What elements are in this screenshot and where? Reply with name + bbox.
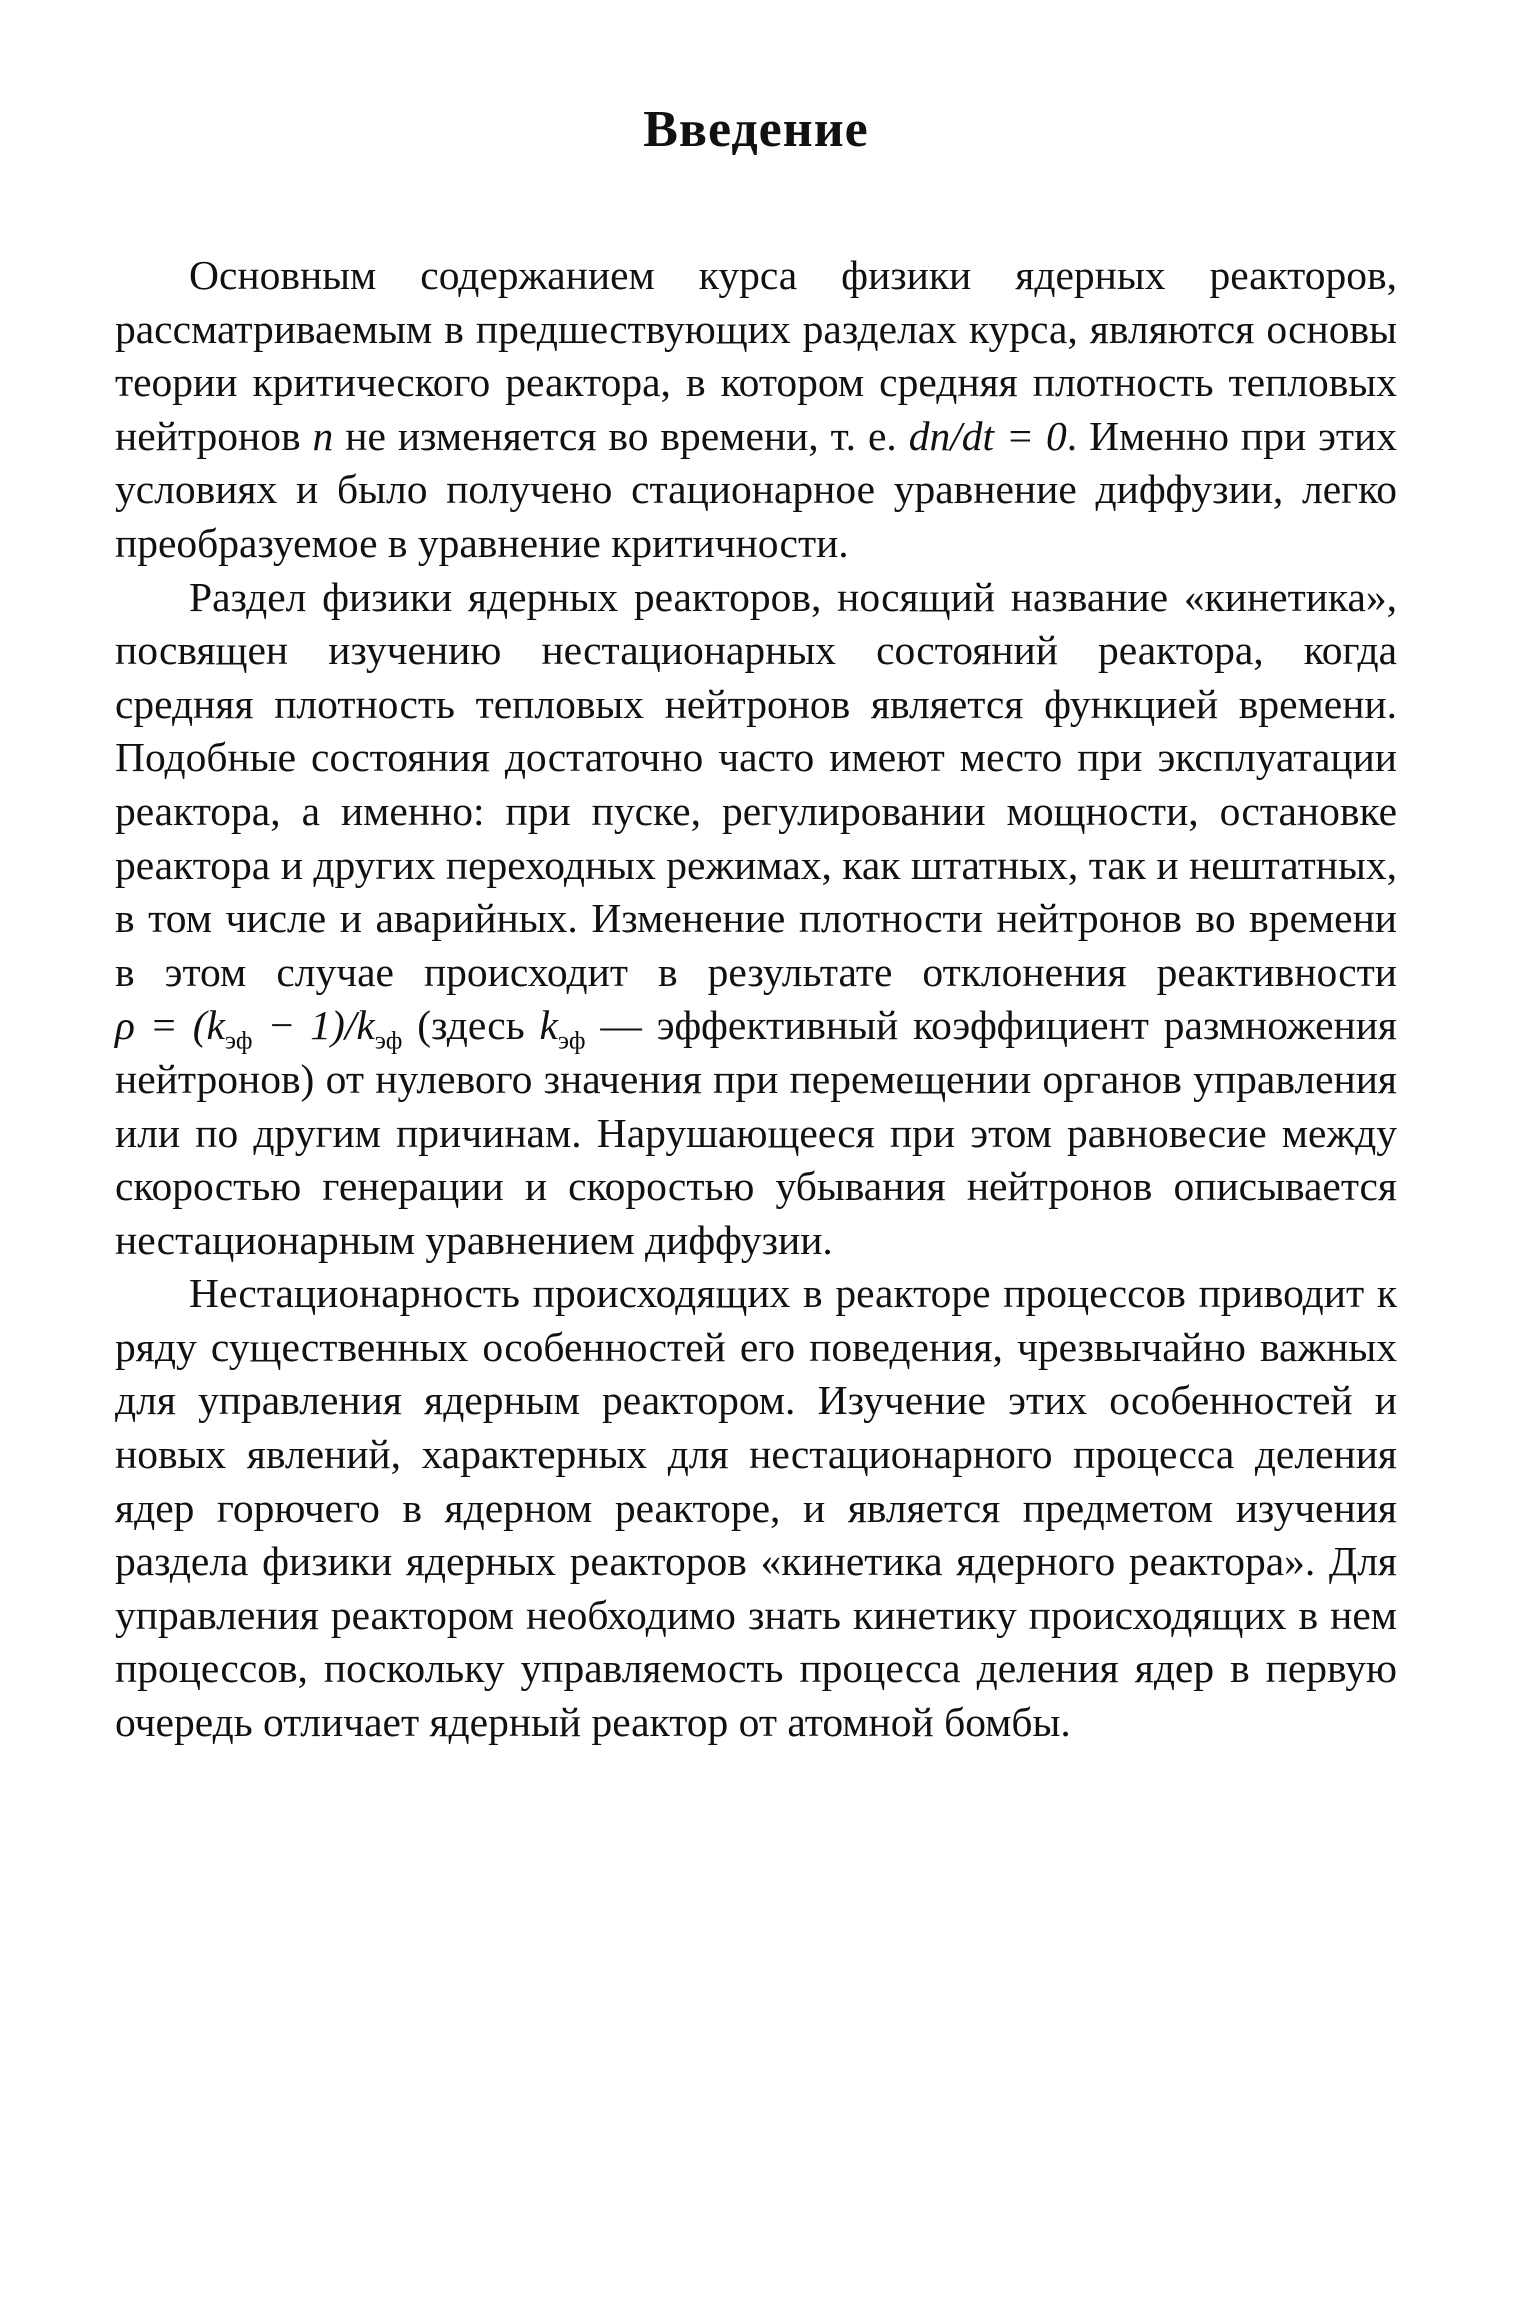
page-title: Введение	[643, 101, 869, 158]
subscript-eff: эф	[557, 1025, 586, 1055]
variable-k: k	[539, 1002, 558, 1049]
subscript-eff: эф	[224, 1025, 253, 1055]
equation-dn-dt: dn/dt = 0	[908, 412, 1067, 459]
paragraph-3: Нестационарность происходящих в реакторе процессов приводит к ряду существенных особенностей его поведения, чрезвычайно важных для управления ядерным реактором. Изучение этих особенностей и новых явлений, характерных для нестационарного процесса деления ядер горючего в ядерном реакторе, и является предметом изучения раздела физики ядерных реакторов «кинетика ядерного реактора». Для управления реактором необходимо знать кинетику происходящих в нем процессов, поскольку управляемость процесса деления ядер в первую очередь отличает ядерный реактор от атомной бомбы.	[115, 1270, 1397, 1746]
variable-n: n	[312, 412, 334, 459]
paragraph-1	[115, 249, 1397, 571]
document-page	[115, 100, 1397, 1750]
paragraph-1-text-b: не изменяется во времени, т. е.	[333, 412, 909, 459]
paragraph-2	[115, 571, 1397, 1268]
paragraph-2-text-b: (здесь	[402, 1002, 540, 1049]
paragraph-1-text-c: . Именно при этих условиях и было получено стационарное уравнение диффузии, легко преобразуемое в уравнение критичности.	[115, 412, 1397, 566]
reactivity-formula-mid: − 1)/k	[252, 1002, 375, 1049]
subscript-eff: эф	[374, 1025, 403, 1055]
reactivity-formula	[115, 1002, 403, 1055]
variable-k-eff	[539, 1002, 586, 1055]
reactivity-formula-lhs: ρ = (k	[115, 1002, 225, 1049]
paragraph-2-text-a: Раздел физики ядерных реакторов, носящий название «кинетика», посвящен изучению нестационарных состояний реактора, когда средняя плотность тепловых нейтронов является функцией времени. Подобные состояния достаточно часто имеют место при эксплуатации реактора, а именно: при пуске, регулировании мощности, остановке реактора и других переходных режимах, как штатных, так и нештатных, в том числе и аварийных. Изменение плотности нейтронов во времени в этом случае происходит в результате отклонения реактивности	[115, 573, 1397, 995]
paragraph-2-text-c: — эффективный коэффициент размножения нейтронов) от нулевого значения при перемещении органов управления или по другим причинам. Нарушающееся при этом равновесие между скоростью генерации и скоростью убывания нейтронов описывается нестационарным уравнением диффузии.	[115, 1002, 1397, 1263]
paragraph-1-text-a: Основным содержанием курса физики ядерных реакторов, рассматриваемым в предшествующих разделах курса, являются основы теории критического реактора, в котором средняя плотность тепловых нейтронов	[115, 252, 1397, 459]
